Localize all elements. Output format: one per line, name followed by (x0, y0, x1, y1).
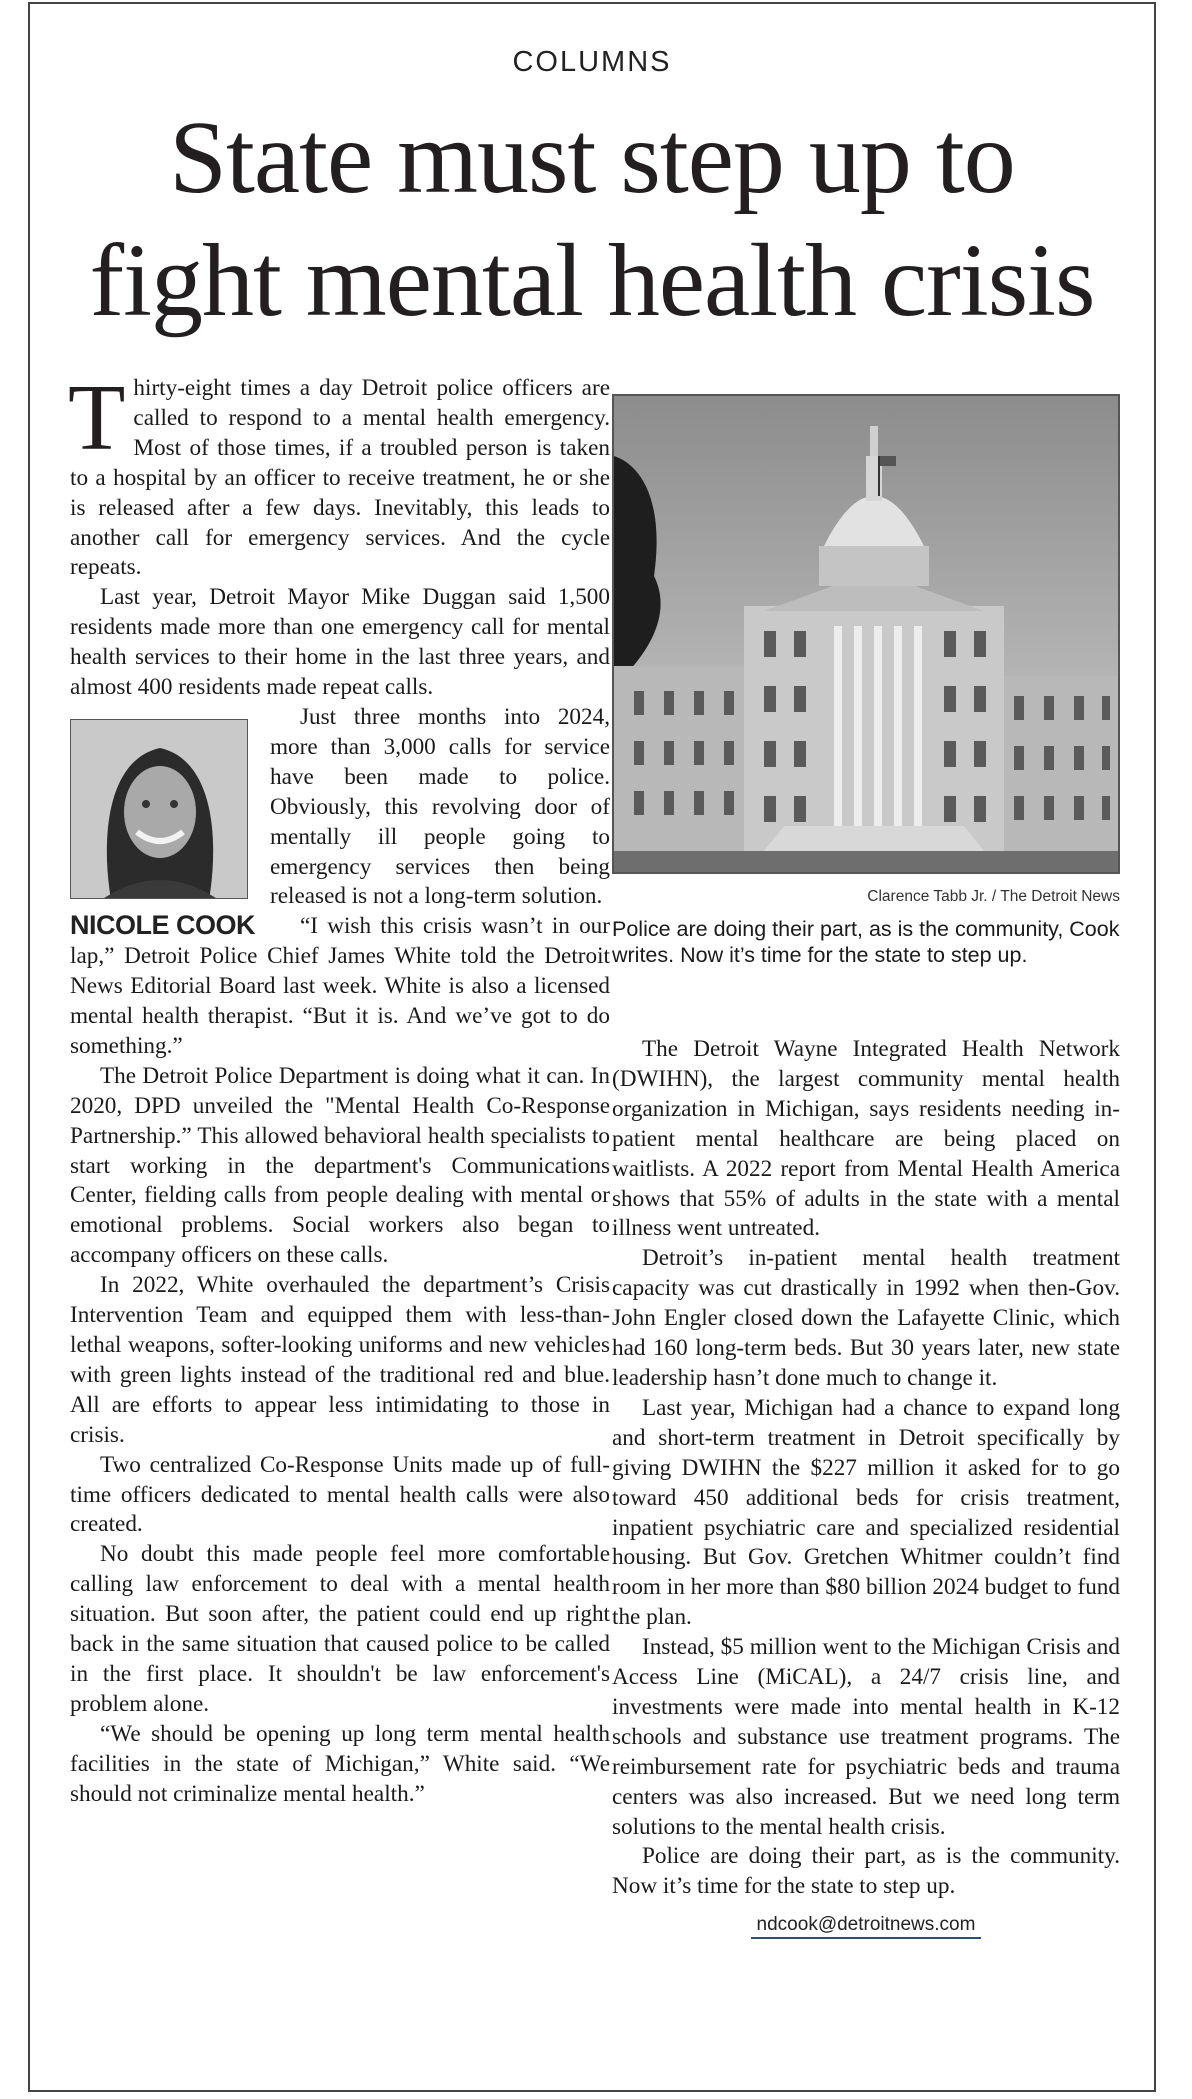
paragraph-14-text: Police are doing their part, as is the community. Now it’s time for the state to step up. (612, 1843, 1120, 1900)
paragraph-2-text: Last year, Detroit Mayor Mike Duggan said 1,500 residents made more than one emergency call for mental health services to their home in the last three years, and almost 400 residents made repeat calls. (70, 584, 610, 701)
article-column-left (68, 366, 610, 1810)
headline (30, 96, 1154, 342)
author-byline: NICOLE COOK (70, 909, 256, 940)
headline-line-2: fight mental health crisis (89, 223, 1095, 338)
drop-cap: T (68, 366, 126, 470)
newspaper-page (28, 2, 1156, 2092)
article-paragraph-6 (70, 1271, 610, 1450)
paragraph-7-text: Two centralized Co-Response Units made up of full-time officers dedicated to mental health calls were also created. (70, 1451, 610, 1538)
author-portrait-image (71, 720, 248, 899)
article-paragraph-12 (612, 1394, 1120, 1633)
article-paragraph-5 (70, 1062, 610, 1271)
paragraph-3-text: Just three months into 2024, more than 3,000 calls for service have been made to police. Obviously, this revolving door of mentally ill people going to emergency services then being released is not a long-term solution. (270, 703, 610, 910)
photo-caption: Police are doing their part, as is the community, Cook writes. Now it’s time for the state to step up. (612, 917, 1120, 967)
capitol-building-image (614, 396, 1118, 872)
article-paragraph-11 (612, 1244, 1120, 1394)
author-block (70, 707, 270, 941)
article-paragraph-1 (68, 366, 610, 583)
capitol-photo (612, 394, 1120, 874)
author-email-link[interactable]: ndcook@detroitnews.com (751, 1914, 982, 1939)
paragraph-9-text: “We should be opening up long term mental health facilities in the state of Michigan,” White said. “We should not criminalize mental health.” (70, 1720, 610, 1807)
author-email-block (612, 1910, 1120, 1940)
article-paragraph-9 (70, 1720, 610, 1810)
paragraph-11-text: Detroit’s in-patient mental health treatment capacity was cut drastically in 1992 when then-Gov. John Engler closed down the Lafayette Clinic, which had 160 long-term beds. But 30 years later, new state leadership hasn’t done much to change it. (612, 1245, 1120, 1391)
paragraph-10-text: The Detroit Wayne Integrated Health Network (DWIHN), the largest community mental health organization in Michigan, says residents needing in-patient mental healthcare are being placed on waitlists. A 2022 report from Mental Health America shows that 55% of adults in the state with a mental illness went untreated. (612, 1036, 1120, 1242)
photo-credit: Clarence Tabb Jr. / The Detroit News (867, 888, 1120, 905)
section-label: COLUMNS (512, 46, 672, 78)
article-paragraph-7 (70, 1451, 610, 1541)
paragraph-6-text: In 2022, White overhauled the department’s Crisis Intervention Team and equipped them with less-than-lethal weapons, softer-looking uniforms and new vehicles with green lights instead of the traditional red and blue. All are efforts to appear less intimidating to those in crisis. (70, 1272, 610, 1448)
article-paragraph-2 (70, 583, 610, 703)
paragraph-13-text: Instead, $5 million went to the Michigan Crisis and Access Line (MiCAL), a 24/7 crisis line, and investments were made into mental health in K-12 schools and substance use treatment programs. The reimbursement rate for psychiatric beds and trauma centers was also increased. But we need long term solutions to the mental health crisis. (612, 1634, 1120, 1840)
paragraph-1-text: hirty-eight times a day Detroit police officers are called to respond to a mental health emergency. Most of those times, if a troubled person is taken to a hospital by an officer to receive treatment, he or she is released after a few days. Inevitably, this leads to another call for emergency services. And the cycle repeats. (70, 375, 610, 581)
headline-line-1: State must step up to (169, 100, 1015, 215)
article-paragraph-10 (612, 1035, 1120, 1244)
article-paragraph-8 (70, 1540, 610, 1719)
paragraph-4-text: “I wish this crisis wasn’t in our lap,” Detroit Police Chief James White told the Detroit News Editorial Board last week. White is also a licensed mental health therapist. “But it is. And we’ve got to do something.” (70, 913, 610, 1059)
paragraph-5-text: The Detroit Police Department is doing what it can. In 2020, DPD unveiled the "Mental Health Co-Response Partnership.” This allowed behavioral health specialists to start working in the department's Communications Center, fielding calls from people dealing with mental or emotional problems. Social workers also began to accompany officers on these calls. (70, 1062, 610, 1269)
paragraph-8-text: No doubt this made people feel more comfortable calling law enforcement to deal with a mental health situation. But soon after, the patient could end up right back in the same situation that caused police to be called in the first place. It shouldn't be law enforcement's problem alone. (70, 1541, 610, 1717)
paragraph-12-text: Last year, Michigan had a chance to expand long and short-term treatment in Detroit specifically by giving DWIHN the $227 million it asked for to go toward 450 additional beds for crisis treatment, inpatient psychiatric care and specialized residential housing. But Gov. Gretchen Whitmer couldn’t find room in her more than $80 billion 2024 budget to fund the plan. (612, 1394, 1120, 1631)
article-paragraph-14 (612, 1842, 1120, 1902)
article-column-right (612, 1035, 1120, 1940)
author-photo (70, 719, 248, 899)
article-paragraph-13 (612, 1633, 1120, 1842)
